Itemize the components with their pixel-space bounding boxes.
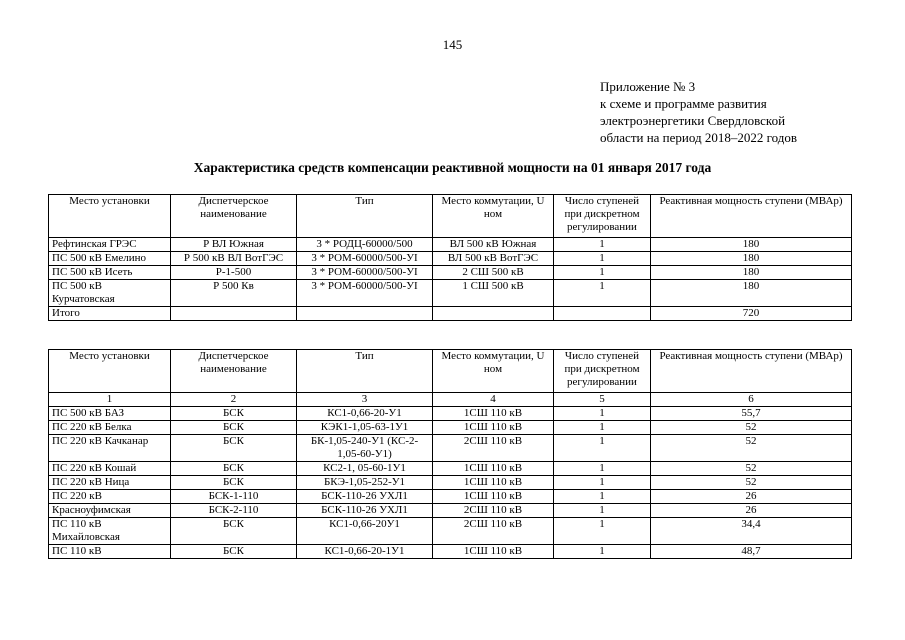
cell-dispatch-name: БСК xyxy=(171,518,297,545)
cell-location: ПС 220 кВ Кошай xyxy=(49,462,171,476)
header-switching-place: Место коммутации, U ном xyxy=(433,195,554,238)
cell-steps: 1 xyxy=(554,280,651,307)
header-location: Место установки xyxy=(49,350,171,393)
table-row xyxy=(49,545,852,559)
cell-location: ПС 110 кВ xyxy=(49,545,171,559)
cell-type: 3 * РОМ-60000/500-УI xyxy=(297,252,433,266)
table-row xyxy=(49,307,852,321)
table-row xyxy=(49,504,852,518)
header-dispatch-name: Диспетчерское наименование xyxy=(171,350,297,393)
cell-reactive-power: 180 xyxy=(651,280,852,307)
cell-location: ПС 500 кВ Исеть xyxy=(49,266,171,280)
cell-reactive-power: 720 xyxy=(651,307,852,321)
cell-reactive-power: 26 xyxy=(651,504,852,518)
cell-location: ПС 500 кВ БАЗ xyxy=(49,407,171,421)
cell-location: Рефтинская ГРЭС xyxy=(49,238,171,252)
table-row xyxy=(49,421,852,435)
document-title: Характеристика средств компенсации реактивной мощности на 01 января 2017 года xyxy=(193,160,712,175)
cell-type: КС1-0,66-20-У1 xyxy=(297,407,433,421)
cell-steps: 1 xyxy=(554,518,651,545)
cell-switching-place: 2СШ 110 кВ xyxy=(433,518,554,545)
cell-steps: 1 xyxy=(554,462,651,476)
cell-type: БКЭ-1,05-252-У1 xyxy=(297,476,433,490)
table-row xyxy=(49,280,852,307)
cell-steps: 1 xyxy=(554,266,651,280)
column-number-row xyxy=(49,393,852,407)
column-number: 2 xyxy=(171,393,297,407)
cell-switching-place: ВЛ 500 кВ Южная xyxy=(433,238,554,252)
header-location: Место установки xyxy=(49,195,171,238)
appendix-line: Приложение № 3 xyxy=(600,79,696,94)
cell-location: ПС 220 кВ xyxy=(49,490,171,504)
header-type: Тип xyxy=(297,350,433,393)
column-number: 6 xyxy=(651,393,852,407)
cell-dispatch-name: БСК xyxy=(171,462,297,476)
cell-dispatch-name: БСК xyxy=(171,545,297,559)
cell-type: 3 * РОДЦ-60000/500 xyxy=(297,238,433,252)
cell-location: ПС 110 кВ Михайловская xyxy=(49,518,171,545)
table-row xyxy=(49,462,852,476)
table-row xyxy=(49,518,852,545)
cell-steps: 1 xyxy=(554,252,651,266)
cell-reactive-power: 34,4 xyxy=(651,518,852,545)
cell-location: ПС 500 кВ Емелино xyxy=(49,252,171,266)
appendix-note xyxy=(600,78,797,146)
cell-switching-place: 2 СШ 500 кВ xyxy=(433,266,554,280)
cell-location: ПС 220 кВ Качканар xyxy=(49,435,171,462)
cell-dispatch-name: Р 500 кВ ВЛ ВотГЭС xyxy=(171,252,297,266)
cell-location: ПС 500 кВ Курчатовская xyxy=(49,280,171,307)
cell-switching-place xyxy=(433,307,554,321)
cell-steps: 1 xyxy=(554,545,651,559)
cell-steps: 1 xyxy=(554,490,651,504)
cell-location: ПС 220 кВ Белка xyxy=(49,421,171,435)
cell-type: 3 * РОМ-60000/500-УI xyxy=(297,266,433,280)
table-reactors xyxy=(48,194,852,321)
cell-switching-place: 1СШ 110 кВ xyxy=(433,421,554,435)
cell-dispatch-name: Р-1-500 xyxy=(171,266,297,280)
cell-reactive-power: 26 xyxy=(651,490,852,504)
cell-dispatch-name xyxy=(171,307,297,321)
cell-type: КС1-0,66-20У1 xyxy=(297,518,433,545)
cell-type: КС1-0,66-20-1У1 xyxy=(297,545,433,559)
header-reactive-power: Реактивная мощность ступени (МВАр) xyxy=(651,350,852,393)
cell-reactive-power: 52 xyxy=(651,421,852,435)
header-type: Тип xyxy=(297,195,433,238)
cell-dispatch-name: БСК xyxy=(171,435,297,462)
cell-switching-place: 1СШ 110 кВ xyxy=(433,462,554,476)
cell-switching-place: 1СШ 110 кВ xyxy=(433,490,554,504)
table-row xyxy=(49,252,852,266)
cell-dispatch-name: БСК xyxy=(171,407,297,421)
page-number: 145 xyxy=(442,37,463,52)
cell-steps: 1 xyxy=(554,504,651,518)
cell-reactive-power: 180 xyxy=(651,252,852,266)
cell-dispatch-name: БСК xyxy=(171,476,297,490)
cell-type: БСК-110-26 УХЛ1 xyxy=(297,504,433,518)
cell-type: БСК-110-26 УХЛ1 xyxy=(297,490,433,504)
table-row xyxy=(49,266,852,280)
table-header-row xyxy=(49,195,852,238)
appendix-line: к схеме и программе развития xyxy=(600,96,767,111)
cell-switching-place: 1СШ 110 кВ xyxy=(433,476,554,490)
cell-reactive-power: 180 xyxy=(651,266,852,280)
cell-switching-place: ВЛ 500 кВ ВотГЭС xyxy=(433,252,554,266)
cell-steps: 1 xyxy=(554,238,651,252)
cell-steps: 1 xyxy=(554,476,651,490)
cell-steps: 1 xyxy=(554,421,651,435)
cell-switching-place: 1 СШ 500 кВ xyxy=(433,280,554,307)
header-reactive-power: Реактивная мощность ступени (МВАр) xyxy=(651,195,852,238)
cell-reactive-power: 52 xyxy=(651,435,852,462)
column-number: 4 xyxy=(433,393,554,407)
cell-type xyxy=(297,307,433,321)
cell-type: КС2-1, 05-60-1У1 xyxy=(297,462,433,476)
cell-location: Красноуфимская xyxy=(49,504,171,518)
column-number: 3 xyxy=(297,393,433,407)
table-header-row xyxy=(49,350,852,393)
appendix-line: электроэнергетики Свердловской xyxy=(600,113,786,128)
header-steps: Число ступеней при дискретном регулировании xyxy=(554,350,651,393)
table-row xyxy=(49,407,852,421)
cell-dispatch-name: БСК-1-110 xyxy=(171,490,297,504)
cell-location: ПС 220 кВ Ница xyxy=(49,476,171,490)
table-row xyxy=(49,476,852,490)
cell-location: Итого xyxy=(49,307,171,321)
cell-steps: 1 xyxy=(554,435,651,462)
table-row xyxy=(49,435,852,462)
cell-reactive-power: 48,7 xyxy=(651,545,852,559)
cell-dispatch-name: Р ВЛ Южная xyxy=(171,238,297,252)
table-row xyxy=(49,490,852,504)
table-body xyxy=(49,238,852,321)
column-number: 1 xyxy=(49,393,171,407)
cell-dispatch-name: БСК xyxy=(171,421,297,435)
cell-reactive-power: 52 xyxy=(651,462,852,476)
cell-reactive-power: 52 xyxy=(651,476,852,490)
cell-type: БК-1,05-240-У1 (КС-2-1,05-60-У1) xyxy=(297,435,433,462)
header-dispatch-name: Диспетчерское наименование xyxy=(171,195,297,238)
header-steps: Число ступеней при дискретном регулировании xyxy=(554,195,651,238)
table-body xyxy=(49,407,852,559)
cell-dispatch-name: Р 500 Кв xyxy=(171,280,297,307)
cell-type: 3 * РОМ-60000/500-УI xyxy=(297,280,433,307)
column-number: 5 xyxy=(554,393,651,407)
cell-steps: 1 xyxy=(554,407,651,421)
cell-switching-place: 1СШ 110 кВ xyxy=(433,545,554,559)
cell-dispatch-name: БСК-2-110 xyxy=(171,504,297,518)
appendix-line: области на период 2018–2022 годов xyxy=(600,130,797,145)
cell-steps xyxy=(554,307,651,321)
cell-switching-place: 1СШ 110 кВ xyxy=(433,407,554,421)
table-row xyxy=(49,238,852,252)
cell-reactive-power: 55,7 xyxy=(651,407,852,421)
cell-switching-place: 2СШ 110 кВ xyxy=(433,504,554,518)
cell-type: КЭК1-1,05-63-1У1 xyxy=(297,421,433,435)
cell-reactive-power: 180 xyxy=(651,238,852,252)
table-capacitor-banks xyxy=(48,349,852,559)
header-switching-place: Место коммутации, U ном xyxy=(433,350,554,393)
cell-switching-place: 2СШ 110 кВ xyxy=(433,435,554,462)
